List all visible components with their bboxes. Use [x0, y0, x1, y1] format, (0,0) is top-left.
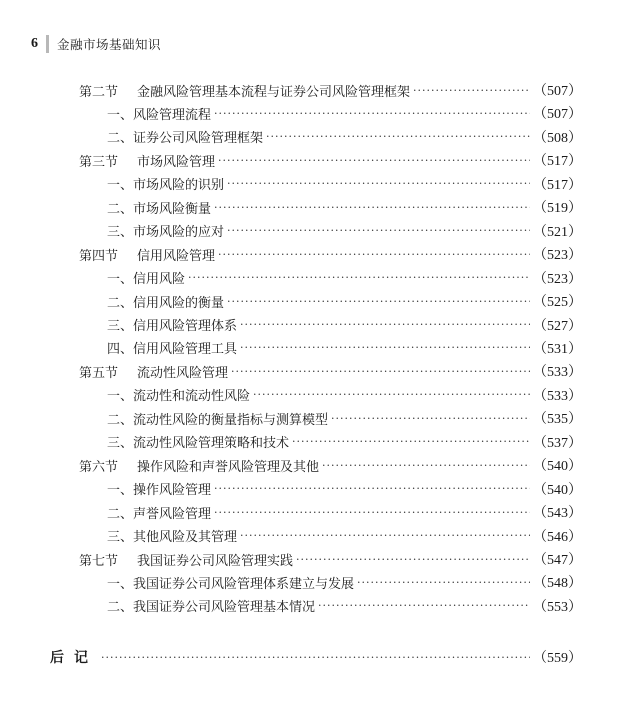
- section-title: 金融风险管理基本流程与证券公司风险管理框架: [137, 84, 411, 100]
- toc-item-row[interactable]: [107, 127, 582, 147]
- toc-entry-label: [107, 268, 185, 287]
- toc-entry-label: [107, 198, 211, 217]
- page-ref: （540）: [533, 459, 582, 475]
- toc-entry-label: [107, 292, 224, 311]
- dot-leader: [214, 482, 530, 495]
- dot-leader: [214, 506, 530, 519]
- dot-leader: [240, 318, 530, 331]
- toc-section-row[interactable]: [79, 80, 582, 100]
- dot-leader: [188, 271, 530, 284]
- toc-item-row[interactable]: [107, 502, 582, 522]
- page-ref: （531）: [533, 341, 582, 357]
- page-ref: （543）: [533, 506, 582, 522]
- item-title: 市场风险的应对: [133, 225, 225, 241]
- item-title: 声誉风险管理: [133, 506, 212, 522]
- dot-leader: [331, 412, 530, 425]
- toc-entry-afterword[interactable]: [50, 646, 582, 668]
- page-ref: （525）: [533, 295, 582, 311]
- page-ref: （533）: [533, 388, 582, 404]
- toc-item-row[interactable]: [107, 408, 582, 428]
- page-header: [31, 34, 161, 54]
- toc-entry-label: [79, 362, 228, 381]
- toc-item-row[interactable]: [107, 221, 582, 241]
- page-ref: （535）: [533, 412, 582, 428]
- toc-entry-label: [79, 81, 410, 100]
- page-ref: （547）: [533, 553, 582, 568]
- item-title: 流动性和流动性风险: [133, 389, 251, 405]
- page-ref: （507）: [533, 84, 582, 99]
- section-number: 第四节: [79, 248, 119, 264]
- dot-leader: [227, 224, 530, 237]
- toc-item-row[interactable]: [107, 479, 582, 499]
- toc-section-row[interactable]: [79, 150, 582, 170]
- section-number: 第五节: [79, 365, 119, 381]
- page-ref: （517）: [533, 177, 582, 193]
- item-number: 四、: [107, 342, 134, 358]
- toc-item-row[interactable]: [107, 572, 582, 592]
- dot-leader: [266, 130, 530, 143]
- toc-entry-label: [107, 432, 289, 451]
- dot-leader: [227, 177, 530, 190]
- header-divider-bar: [46, 35, 49, 53]
- page-ref: （507）: [533, 107, 582, 123]
- toc-entry-label: [107, 479, 211, 498]
- item-number: 一、: [107, 576, 134, 592]
- section-title: 市场风险管理: [137, 154, 216, 170]
- dot-leader: [296, 553, 530, 566]
- item-number: 二、: [107, 600, 134, 616]
- item-title: 风险管理流程: [133, 107, 212, 123]
- section-title: 我国证券公司风险管理实践: [137, 553, 294, 569]
- toc-item-row[interactable]: [107, 596, 582, 616]
- dot-leader: [240, 341, 530, 354]
- page-ref: （521）: [533, 224, 582, 240]
- toc-section-row[interactable]: [79, 244, 582, 264]
- dot-leader: [253, 388, 530, 401]
- page-ref: （533）: [533, 365, 582, 381]
- toc-entry-label: [107, 127, 263, 146]
- toc-section-row[interactable]: [79, 361, 582, 381]
- toc-entry-label: [79, 550, 293, 569]
- dot-leader: [231, 365, 530, 378]
- item-title: 流动性风险管理策略和技术: [133, 436, 290, 452]
- toc-item-row[interactable]: [107, 432, 582, 452]
- toc-entry-label: [79, 456, 319, 475]
- toc-item-row[interactable]: [107, 291, 582, 311]
- page-ref: （537）: [533, 435, 582, 451]
- dot-leader: [292, 435, 530, 448]
- toc-entry-label: [107, 315, 237, 334]
- toc-entry-label: [79, 151, 215, 170]
- toc-entry-label: [107, 503, 211, 522]
- section-number: 第七节: [79, 553, 119, 569]
- afterword-page: （559）: [533, 651, 582, 666]
- item-number: 二、: [107, 412, 134, 428]
- dot-leader: [322, 459, 530, 472]
- dot-leader: [240, 529, 530, 542]
- item-number: 二、: [107, 506, 134, 522]
- item-title: 市场风险衡量: [133, 201, 212, 217]
- toc-entry-label: [107, 409, 328, 428]
- page-ref: （523）: [533, 271, 582, 287]
- item-number: 三、: [107, 319, 134, 334]
- dot-leader: [318, 599, 530, 612]
- item-title: 信用风险管理体系: [133, 319, 238, 334]
- item-title: 信用风险: [133, 272, 186, 288]
- toc-entry-label: [107, 526, 237, 545]
- page-ref: （548）: [533, 576, 582, 592]
- page-ref: （523）: [533, 248, 582, 264]
- dot-leader: [214, 201, 530, 214]
- toc-section-row[interactable]: [79, 549, 582, 569]
- toc-entry-label: [107, 104, 211, 123]
- book-title: 金融市场基础知识: [57, 37, 162, 52]
- toc-item-row[interactable]: [107, 103, 582, 123]
- section-number: 第二节: [79, 84, 119, 100]
- dot-leader: [227, 295, 530, 308]
- item-title: 信用风险的衡量: [133, 295, 225, 311]
- dot-leader: [357, 576, 530, 589]
- item-number: 三、: [107, 436, 134, 452]
- page-ref: （508）: [533, 130, 582, 146]
- item-number: 二、: [107, 295, 134, 311]
- item-number: 一、: [107, 483, 134, 499]
- item-number: 一、: [107, 272, 134, 288]
- item-number: 二、: [107, 131, 134, 147]
- toc-section-row[interactable]: [79, 455, 582, 475]
- dot-leader: [413, 84, 530, 97]
- dot-leader: [218, 154, 530, 167]
- toc-entry-label: [107, 573, 354, 592]
- toc-item-row[interactable]: [107, 174, 582, 194]
- item-title: 流动性风险的衡量指标与测算模型: [133, 412, 329, 428]
- item-number: 一、: [107, 389, 134, 405]
- toc-item-row[interactable]: [107, 338, 582, 358]
- item-title: 证券公司风险管理框架: [133, 131, 264, 147]
- item-number: 二、: [107, 201, 134, 217]
- item-title: 操作风险管理: [133, 483, 212, 499]
- section-number: 第六节: [79, 459, 119, 475]
- item-number: 一、: [107, 107, 134, 123]
- toc-entry-label: [107, 385, 250, 404]
- toc-entry-label: [107, 596, 315, 615]
- page-ref: （546）: [533, 529, 582, 545]
- page-ref: （519）: [533, 201, 582, 217]
- toc-item-row[interactable]: [107, 268, 582, 288]
- dot-leader: [101, 651, 530, 664]
- dot-leader: [218, 248, 530, 261]
- page-ref: （540）: [533, 482, 582, 498]
- item-title: 市场风险的识别: [133, 178, 225, 194]
- item-title: 我国证券公司风险管理基本情况: [133, 600, 316, 616]
- toc-entry-label: [107, 174, 224, 193]
- section-title: 流动性风险管理: [137, 365, 229, 381]
- dot-leader: [214, 107, 530, 120]
- afterword-title: 后记: [50, 650, 98, 666]
- toc-item-row[interactable]: [107, 385, 582, 405]
- section-number: 第三节: [79, 154, 119, 170]
- toc-entry-label: [79, 245, 215, 264]
- page-ref: （517）: [533, 154, 582, 170]
- item-title: 其他风险及其管理: [133, 530, 238, 546]
- page-number: 6: [31, 36, 38, 51]
- page-ref: （527）: [533, 318, 582, 334]
- toc-item-row[interactable]: [107, 197, 582, 217]
- section-title: 操作风险和声誉风险管理及其他: [137, 459, 320, 475]
- item-number: 一、: [107, 178, 134, 194]
- toc-item-row[interactable]: [107, 526, 582, 546]
- section-title: 信用风险管理: [137, 248, 216, 264]
- item-number: 三、: [107, 225, 134, 241]
- toc-entry-label: [107, 221, 224, 240]
- item-title: 我国证券公司风险管理体系建立与发展: [133, 576, 355, 592]
- page-ref: （553）: [533, 599, 582, 615]
- item-number: 三、: [107, 530, 134, 546]
- toc-item-row[interactable]: [107, 315, 582, 335]
- toc-entry-label: [107, 338, 237, 357]
- item-title: 信用风险管理工具: [133, 342, 238, 358]
